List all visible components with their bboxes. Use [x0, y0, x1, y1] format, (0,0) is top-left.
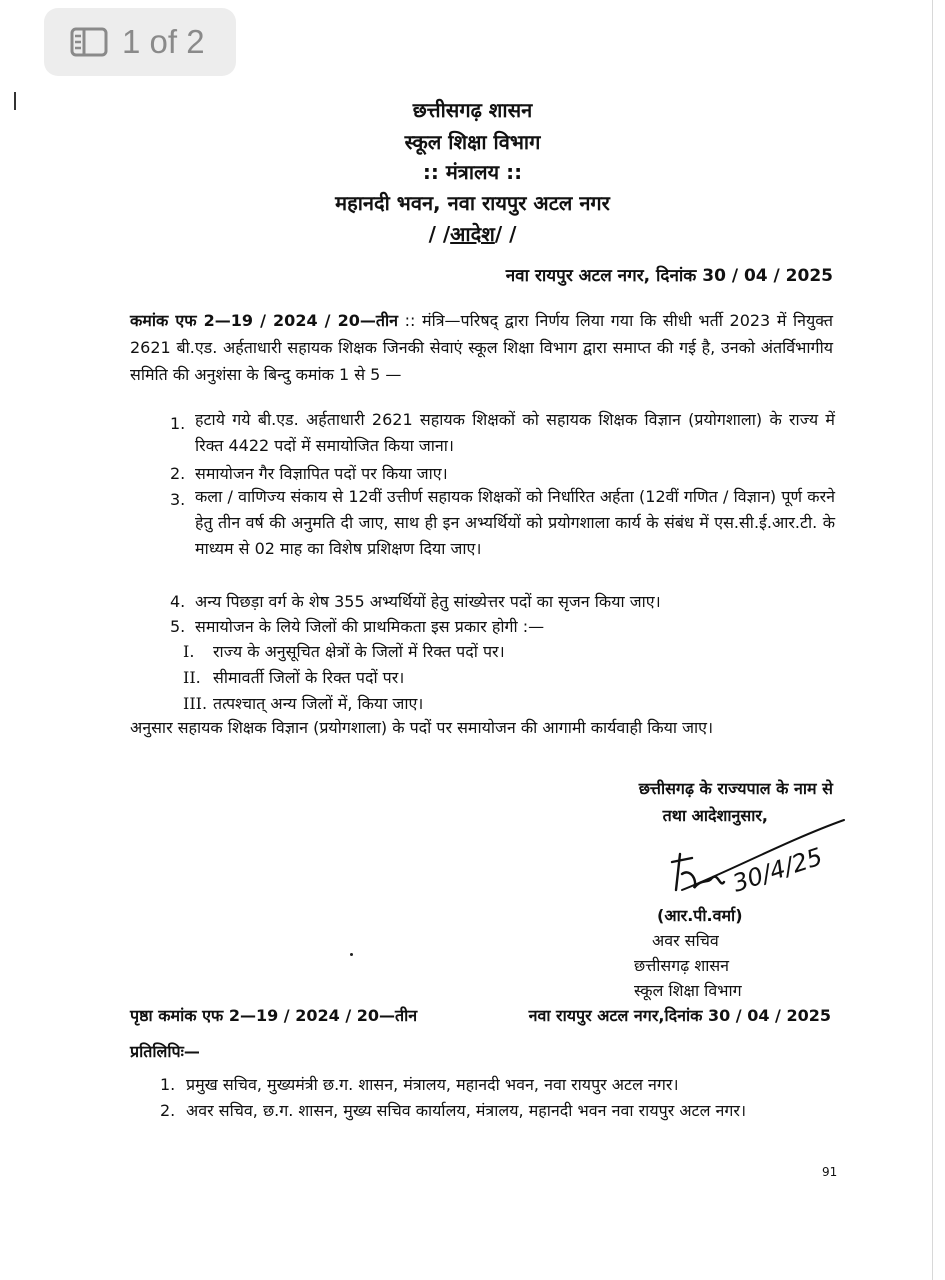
endorsement-date: नवा रायपुर अटल नगर,दिनांक 30 / 04 / 2025 — [528, 1006, 831, 1025]
header-ministry: :: मंत्रालय :: — [422, 160, 523, 184]
intro-text: :: मंत्रि—परिषद् द्वारा निर्णय लिया गया कि सीधी भर्ती 2023 में नियुक्त 2621 बी.एड. अर्हताधारी सहायक शिक्षक जिनकी सेवाएं स्कूल शिक्षा विभाग द्वारा समाप्त की गई है, उनको अंतर्विभागीय समिति की अनुशंसा के बिन्दु कमांक 1 से 5 — — [130, 311, 834, 384]
point-number: 1. — [170, 414, 186, 433]
signatory-department: स्कूल शिक्षा विभाग — [634, 981, 742, 1000]
copy-number: 1. — [160, 1075, 176, 1094]
copy-recipient: अवर सचिव, छ.ग. शासन, मुख्य सचिव कार्यालय, मंत्रालय, महानदी भवन नवा रायपुर अटल नगर। — [186, 1101, 747, 1120]
subpoint-number: III. — [183, 694, 208, 713]
order-title-word: आदेश — [450, 222, 495, 246]
scan-speck — [350, 953, 353, 956]
subpoint-text: तत्पश्चात् अन्य जिलों में, किया जाए। — [213, 694, 424, 713]
intro-paragraph — [130, 307, 833, 388]
point-text: कला / वाणिज्य संकाय से 12वीं उत्तीर्ण सहायक शिक्षकों को निर्धारित अर्हता (12वीं गणित / विज्ञान) पूर्ण करने हेतु तीन वर्ष की अनुमति दी जाए, साथ ही इन अभ्यर्थियों को प्रयोगशाला कार्य के संबंध में एस.सी.ई.आर.टी. के माध्यम से 02 माह का विशेष प्रशिक्षण दिया जाए। — [195, 487, 835, 558]
subpoint-number: II. — [183, 668, 201, 687]
order-title-prefix: / / — [428, 222, 451, 246]
order-line: तथा आदेशानुसार, — [662, 806, 768, 825]
handwritten-signature — [668, 818, 848, 908]
point-text: समायोजन के लिये जिलों की प्राथमिकता इस प्रकार होगी :— — [195, 617, 545, 636]
signature-date: 30/4/25 — [729, 842, 826, 898]
governor-line: छत्तीसगढ़ के राज्यपाल के नाम से — [638, 779, 833, 798]
copy-recipient: प्रमुख सचिव, मुख्यमंत्री छ.ग. शासन, मंत्रालय, महानदी भवन, नवा रायपुर अटल नगर। — [186, 1075, 679, 1094]
point-number: 3. — [170, 490, 186, 509]
header-department: स्कूल शिक्षा विभाग — [404, 130, 541, 154]
signatory-name: (आर.पी.वर्मा) — [657, 906, 743, 925]
order-title — [0, 220, 945, 247]
point-text: समायोजन गैर विज्ञापित पदों पर किया जाए। — [195, 464, 448, 483]
endorsement-reference: पृष्ठा कमांक एफ 2—19 / 2024 / 20—तीन — [130, 1006, 418, 1025]
order-title-suffix: / / — [494, 222, 517, 246]
subpoint-number: I. — [183, 642, 195, 661]
subpoint-text: सीमावर्ती जिलों के रिक्त पदों पर। — [213, 668, 405, 687]
order-date: नवा रायपुर अटल नगर, दिनांक 30 / 04 / 2025 — [505, 266, 833, 286]
point-number: 4. — [170, 592, 186, 611]
copy-to-label: प्रतिलिपिः— — [130, 1042, 200, 1061]
subpoint-text: राज्य के अनुसूचित क्षेत्रों के जिलों में रिक्त पदों पर। — [213, 642, 505, 661]
order-reference: कमांक एफ 2—19 / 2024 / 20—तीन — [130, 311, 399, 330]
point-text: हटाये गये बी.एड. अर्हताधारी 2621 सहायक शिक्षकों को सहायक शिक्षक विज्ञान (प्रयोगशाला) के राज्य में रिक्त 4422 पदों में समायोजित किया जाना। — [195, 410, 835, 455]
header-address: महानदी भवन, नवा रायपुर अटल नगर — [335, 191, 610, 215]
page-number: 91 — [822, 1165, 838, 1179]
point-text: अन्य पिछड़ा वर्ग के शेष 355 अभ्यर्थियों हेतु सांख्येत्तर पदों का सृजन किया जाए। — [195, 592, 661, 611]
point-number: 5. — [170, 617, 186, 636]
point-number: 2. — [170, 464, 186, 483]
header-government: छत्तीसगढ़ शासन — [412, 98, 533, 122]
signatory-designation: अवर सचिव — [652, 931, 719, 950]
copy-number: 2. — [160, 1101, 176, 1120]
signatory-government: छत्तीसगढ़ शासन — [634, 956, 730, 975]
page-indicator-text: 1 of 2 — [122, 23, 205, 60]
conclusion-paragraph: अनुसार सहायक शिक्षक विज्ञान (प्रयोगशाला) के पदों पर समायोजन की आगामी कार्यवाही किया जाए। — [130, 718, 714, 737]
